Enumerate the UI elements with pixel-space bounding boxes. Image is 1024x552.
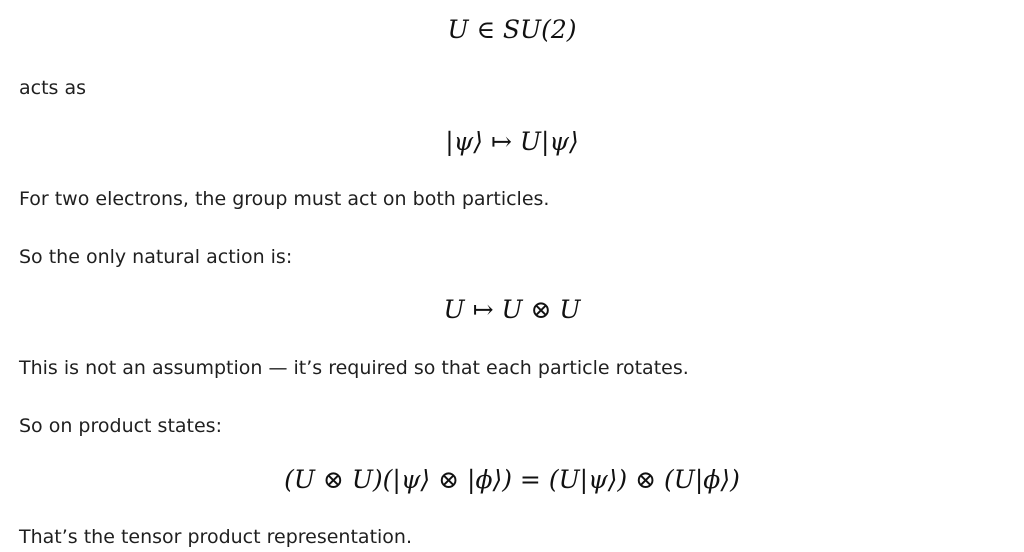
paragraph-two-electrons: For two electrons, the group must act on both particles. [19, 188, 550, 210]
equation-text: U ↦ U ⊗ U [443, 295, 581, 324]
equation-text: |ψ⟩ ↦ U|ψ⟩ [445, 127, 579, 156]
equation-product-action [0, 464, 1024, 496]
paragraph-natural-action: So the only natural action is: [19, 246, 293, 268]
equation-su2-membership [0, 14, 1024, 46]
equation-text: (U ⊗ U)(|ψ⟩ ⊗ |ϕ⟩) = (U|ψ⟩) ⊗ (U|ϕ⟩) [284, 465, 740, 494]
paragraph-not-assumption: This is not an assumption — it’s required so that each particle rotates. [19, 357, 689, 379]
equation-text: U ∈ SU(2) [447, 15, 577, 44]
equation-tensor-map [0, 294, 1024, 326]
paragraph-product-states: So on product states: [19, 415, 222, 437]
paragraph-conclusion: That’s the tensor product representation. [19, 526, 412, 548]
equation-state-map [0, 126, 1024, 158]
paragraph-acts-as: acts as [19, 77, 87, 99]
